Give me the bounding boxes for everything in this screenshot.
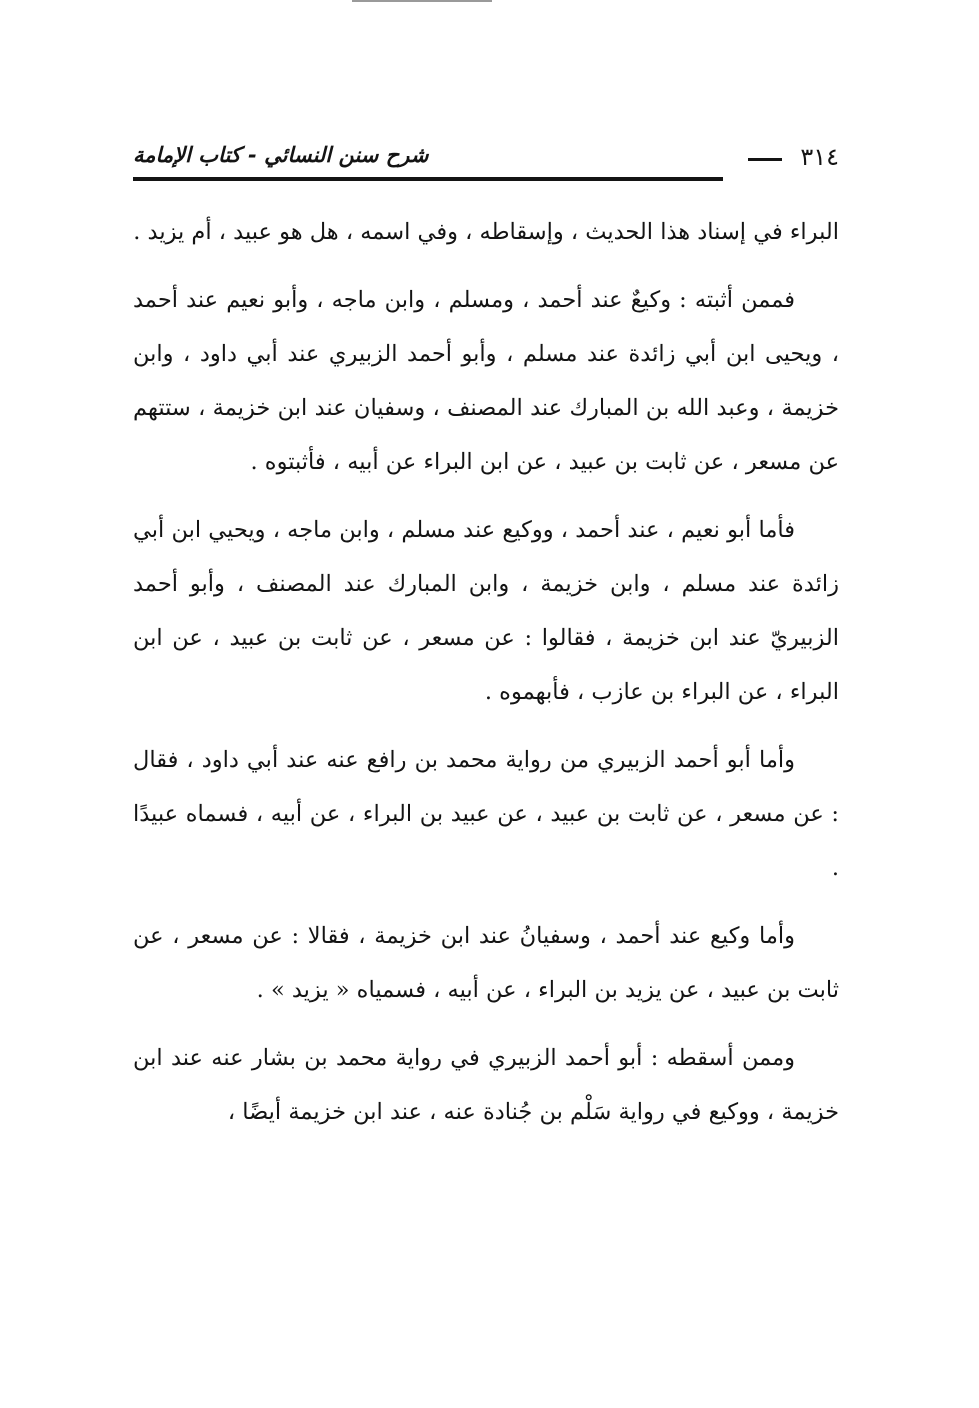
running-title: شرح سنن النسائي - كتاب الإمامة <box>133 143 429 167</box>
top-edge-mark <box>352 0 492 2</box>
page-number-value: ٣١٤ <box>800 143 839 171</box>
paragraph: وممن أسقطه : أبو أحمد الزبيري في رواية محمد بن بشار عنه عند ابن خزيمة ، ووكيع في رواية سَلْم بن جُنادة عنه ، عند ابن خزيمة أيضًا ، <box>133 1045 839 1125</box>
page-header <box>133 140 839 184</box>
paragraph-continuation: البراء في إسناد هذا الحديث ، وإسقاطه ، وفي اسمه ، هل هو عبيد ، أم يزيد . <box>133 219 839 245</box>
page-number-dash <box>748 158 782 161</box>
paragraph: وأما أبو أحمد الزبيري من رواية محمد بن رافع عنه عند أبي داود ، فقال : عن مسعر ، عن ثابت بن عبيد ، عن عبيد بن البراء ، عن أبيه ، فسماه عبيدًا . <box>133 747 839 881</box>
header-rule <box>133 177 723 181</box>
page-number <box>748 142 839 172</box>
paragraph: فأما أبو نعيم ، عند أحمد ، ووكيع عند مسلم ، وابن ماجه ، ويحيي ابن أبي زائدة عند مسلم ، وابن خزيمة ، وابن المبارك عند المصنف ، وأبو أحمد الزبيريّ عند ابن خزيمة ، فقالوا : عن مسعر ، عن ثابت بن عبيد ، عن ابن البراء ، عن البراء بن عازب ، فأبهموه . <box>133 517 839 705</box>
page-body <box>133 205 839 1153</box>
paragraph: وأما وكيع عند أحمد ، وسفيانُ عند ابن خزيمة ، فقالا : عن مسعر ، عن ثابت بن عبيد ، عن يزيد بن البراء ، عن أبيه ، فسمياه « يزيد » . <box>133 923 839 1003</box>
paragraph: فممن أثبته : وكيعٌ عند أحمد ، ومسلم ، وابن ماجه ، وأبو نعيم عند أحمد ، ويحيى ابن أبي زائدة عند مسلم ، وأبو أحمد الزبيري عند أبي داود ، وابن خزيمة ، وعبد الله بن المبارك عند المصنف ، وسفيان عند ابن خزيمة ، ستتهم عن مسعر ، عن ثابت بن عبيد ، عن ابن البراء عن أبيه ، فأثبتوه . <box>133 287 839 475</box>
